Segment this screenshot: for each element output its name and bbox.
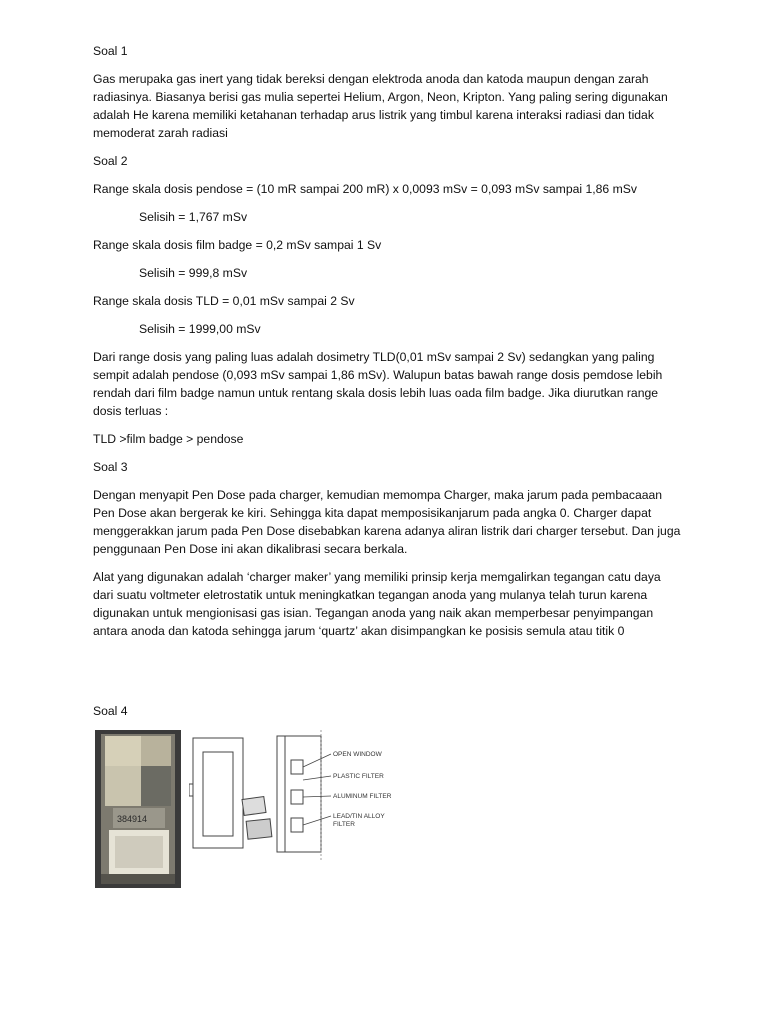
tld-range: Range skala dosis TLD = 0,01 mSv sampai 2 Sv (93, 294, 355, 308)
film-badge-range: Range skala dosis film badge = 0,2 mSv sampai 1 Sv (93, 238, 382, 252)
blank-space (93, 650, 683, 702)
soal-2-conclusion: Dari range dosis yang paling luas adalah dosimetry TLD(0,01 mSv sampai 2 Sv) sedangkan yang paling sempit adalah pendose (0,093 mSv sampai 1,86 mSv). Walupun batas bawah range dosis pemdose lebih rendah dari film badge namun untuk rentang skala dosis lebih luas oada film badge. Jika diurutkan range dosis terluas : (93, 350, 663, 418)
soal-3-paragraph-1: Dengan menyapit Pen Dose pada charger, kemudian memompa Charger, maka jarum pada pembacaaan Pen Dose akan bergerak ke kiri. Sehingga kita dapat memposisikanjarum pada angka 0. Charger dapat menggerakkan jarum pada Pen Dose disebabkan karena adanya aliran listrik dari charger tersebut. Dan juga penggunaan Pen Dose ini akan dikalibrasi secara berkala. (93, 488, 681, 556)
document-page (93, 42, 683, 890)
photo-serial-number: 384914 (117, 814, 148, 824)
soal-3-heading: Soal 3 (93, 460, 128, 474)
pendose-range: Range skala dosis pendose = (10 mR sampai 200 mR) x 0,0093 mSv = 0,093 mSv sampai 1,86 mSv (93, 182, 637, 196)
film-badge-selisih: Selisih = 999,8 mSv (139, 266, 248, 280)
label-lead-tin-filter: FILTER (333, 821, 355, 828)
label-open-window: OPEN WINDOW (333, 751, 382, 758)
label-plastic-filter: PLASTIC FILTER (333, 773, 384, 780)
label-lead-tin-alloy: LEAD/TIN ALLOY (333, 813, 385, 820)
soal-2-heading: Soal 2 (93, 154, 128, 168)
soal-1-heading: Soal 1 (93, 44, 128, 58)
tld-selisih: Selisih = 1999,00 mSv (139, 322, 261, 336)
film-badge-photo (95, 730, 181, 888)
dose-range-order: TLD >film badge > pendose (93, 432, 244, 446)
soal-4-heading: Soal 4 (93, 704, 128, 718)
soal-3-paragraph-2: Alat yang digunakan adalah ‘charger maker’ yang memiliki prinsip kerja memgalirkan tegangan catu daya dari suatu voltmeter eletrostatik untuk meningkatkan tegangan anoda yang mulanya telah turun karena digunakan untuk mengionisasi gas isian. Tegangan anoda yang naik akan memperbesar penyimpangan antara anoda dan katoda sehingga jarum ‘quartz’ akan disimpangkan ke posisis semula atau titik 0 (93, 570, 661, 638)
pendose-selisih: Selisih = 1,767 mSv (139, 210, 248, 224)
soal-4-figures (93, 730, 683, 890)
film-badge-diagram (189, 730, 499, 888)
soal-1-text: Gas merupaka gas inert yang tidak bereksi dengan elektroda anoda dan katoda maupun dengan zarah radiasinya. Biasanya berisi gas mulia sepertei Helium, Argon, Neon, Kripton. Yang paling sering digunakan adalah He karena memiliki ketahanan terhadap arus listrik yang timbul karena interaksi radiasi dan tidak memoderat zarah radiasi (93, 72, 668, 140)
label-aluminum-filter: ALUMINUM FILTER (333, 793, 392, 800)
